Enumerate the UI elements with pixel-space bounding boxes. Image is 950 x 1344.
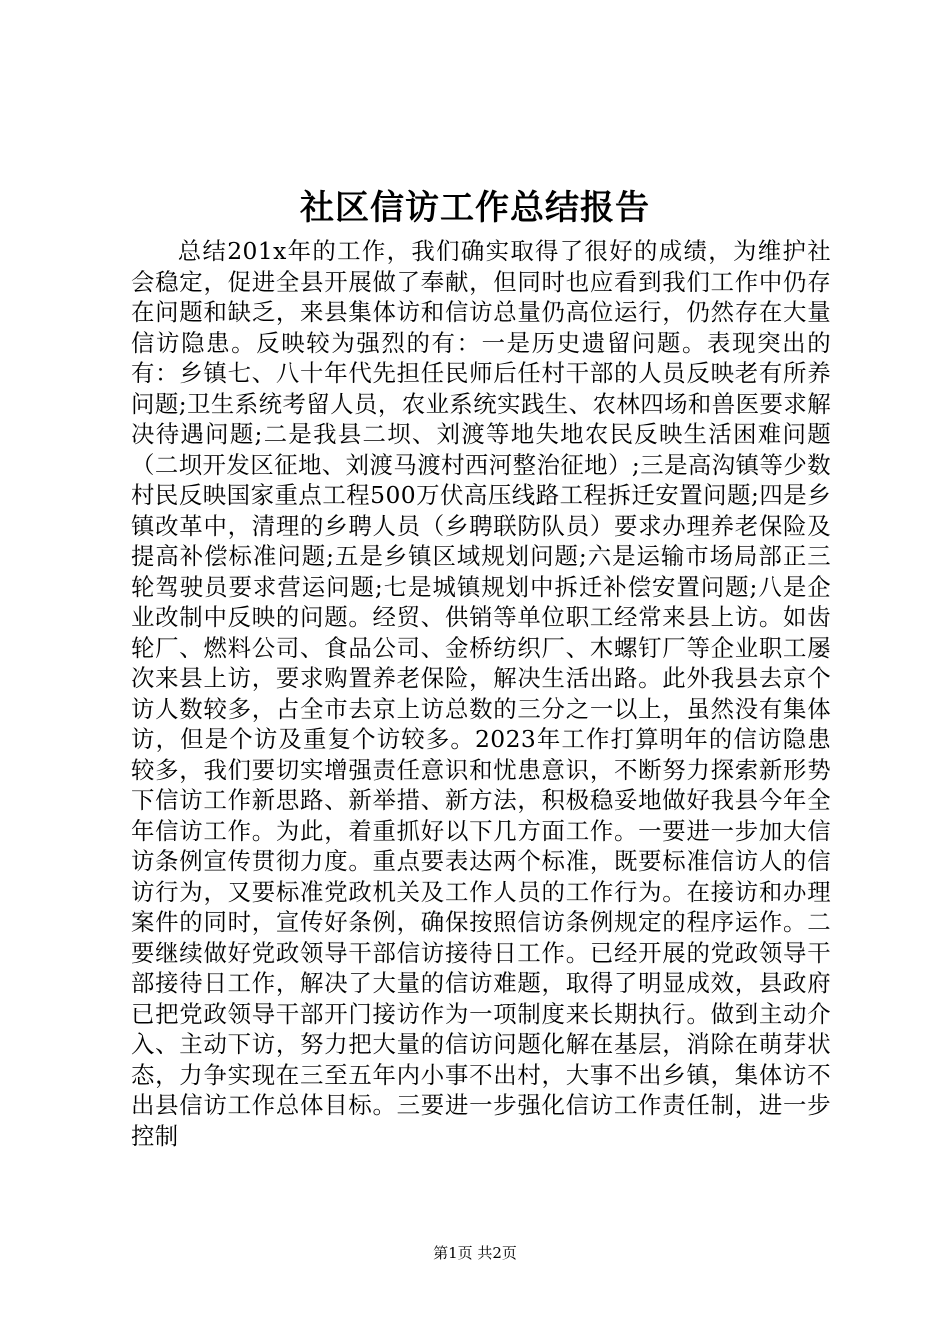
document-title: 社区信访工作总结报告 xyxy=(300,188,650,228)
document-body-paragraph: 总结201x年的工作，我们确实取得了很好的成绩，为维护社会稳定，促进全县开展做了奉献，但同时也应看到我们工作中仍存在问题和缺乏，来县集体访和信访总量仍高位运行，仍然存在大量信访隐患。反映较为强烈的有：一是历史遗留问题。表现突出的有：乡镇七、八十年代先担任民师后任村干部的人员反映老有所养问题;卫生系统考留人员，农业系统实践生、农林四场和兽医要求解决待遇问题;二是我县二坝、刘渡等地失地农民反映生活困难问题（二坝开发区征地、刘渡马渡村西河整治征地）;三是高沟镇等少数村民反映国家重点工程500万伏高压线路工程拆迁安置问题;四是乡镇改革中，清理的乡聘人员（乡聘联防队员）要求办理养老保险及提高补偿标准问题;五是乡镇区域规划问题;六是运输市场局部正三轮驾驶员要求营运问题;七是城镇规划中拆迁补偿安置问题;八是企业改制中反映的问题。经贸、供销等单位职工经常来县上访。如齿轮厂、燃料公司、食品公司、金桥纺织厂、木螺钉厂等企业职工屡次来县上访，要求购置养老保险，解决生活出路。此外我县去京个访人数较多，占全市去京上访总数的三分之一以上，虽然没有集体访，但是个访及重复个访较多。2023年工作打算明年的信访隐患较多，我们要切实增强责任意识和忧患意识，不断努力探索新形势下信访工作新思路、新举措、新方法，积极稳妥地做好我县今年全年信访工作。为此，着重抓好以下几方面工作。一要进一步加大信访条例宣传贯彻力度。重点要表达两个标准，既要标准信访人的信访行为，又要标准党政机关及工作人员的工作行为。在接访和办理案件的同时，宣传好条例，确保按照信访条例规定的程序运作。二要继续做好党政领导干部信访接待日工作。已经开展的党政领导干部接待日工作，解决了大量的信访难题，取得了明显成效，县政府已把党政领导干部开门接访作为一项制度来长期执行。做到主动介入、主动下访，努力把大量的信访问题化解在基层，消除在萌芽状态，力争实现在三至五年内小事不出村，大事不出乡镇，集体访不出县信访工作总体目标。三要进一步强化信访工作责任制，进一步控制 xyxy=(131,237,831,1150)
page-number-footer: 第1页 共2页 xyxy=(433,1244,517,1262)
